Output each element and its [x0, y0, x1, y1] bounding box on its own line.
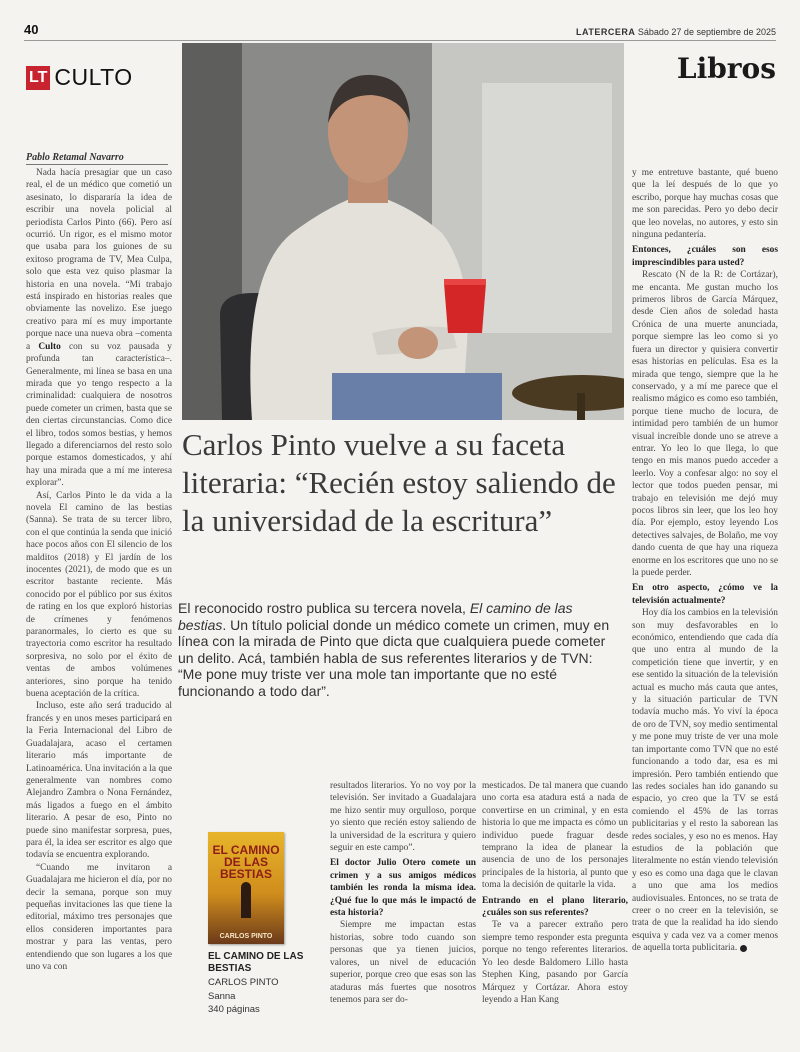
book-cover	[208, 832, 284, 944]
body-paragraph: “Cuando me invitaron a Guadalajara me hicieron el día, por no decir la semana, porque son muy pequeñas invitaciones las que tiene la editorial, máximo tres personajes que ellos consideren importantes para mostrar y para las ventas, pero entendiendo que son lugares a los que uno va con	[26, 862, 172, 972]
body-paragraph: Así, Carlos Pinto le da vida a la novela El camino de las bestias (Sanna). Se trata de su tercer libro, con el que continúa la senda que inició hace pocos años con El silencio de los malditos (2018) y El jardín de los inocentes (2021), de modo que es un escritor bastante reciente. Más conocido por el público por sus éxitos de rating en los que exploró historias de crímenes y fenómenos paranormales, lo cierto es que su trayectoria como escritor ha resultado sorpresiva, no solo por el éxito de ventas de ambos volúmenes anteriores, sino porque ha tenido buena aceptación de la crítica.	[26, 490, 172, 700]
book-cover-author: CARLOS PINTO	[219, 933, 273, 940]
figure-silhouette-icon	[241, 882, 251, 918]
publication-name: LATERCERA	[576, 27, 636, 37]
book-info-pages: 340 páginas	[208, 1004, 260, 1015]
portrait-photo	[182, 43, 624, 420]
dek	[178, 600, 620, 699]
body-paragraph: y me entretuve bastante, qué bueno que la leí después de lo que yo escribo, porque hay muchas cosas que me son parecidas. Pero yo debo decir que leo novelas, no autores, y esto sin ninguna pedantería.	[632, 168, 778, 241]
end-mark-icon	[740, 945, 747, 952]
byline: Pablo Retamal Navarro	[26, 152, 124, 163]
dek-book-title: El camino de las bestias	[178, 600, 573, 633]
body-paragraph	[632, 607, 778, 954]
interview-question: Entrando en el plano literario, ¿cuáles son sus referentes?	[482, 895, 628, 919]
section-logo	[26, 64, 133, 91]
book-info-author: CARLOS PINTO	[208, 977, 279, 988]
book-cover-title: EL CAMINO DE LAS BESTIAS	[212, 843, 280, 881]
interview-question: Entonces, ¿cuáles son esos imprescindibles para usted?	[632, 245, 778, 268]
page-header-info	[576, 27, 776, 37]
section-name: CULTO	[54, 64, 133, 90]
body-paragraph: Rescato (N de la R: de Cortázar), me encanta. Me gustan mucho los primeros libros de García Márquez, desde Cien años de soledad hasta Crónica de una muerte anunciada, porque siempre las leo como si yo fuera un director y quisiera convertir esas historias en películas. Esa es la mirada que tengo, siempre que la he conservado, y a mí me parece que el realismo mágico es como eso también, porque tiene mucho de locura, de intimidad pero también de un humor visual increíble donde uno se atreve a entrar. Yo leo lo que llega, lo que tengo en mis manos puedo acceder a leerlo. Voy a confesar algo: no soy el lector que todos pueden pensar, mi trabajo en televisión me dejó muy pocos libros sin leer, que los leo hoy día. Por ejemplo, estoy leyendo Los detectives salvajes, de Bolaño, me voy dando cuenta de que hay una riqueza enorme en los escritores que uno no se la puede perder.	[632, 270, 778, 578]
dek-lead: El reconocido rostro publica su tercera novela,	[178, 600, 470, 616]
body-paragraph: mesticados. De tal manera que cuando uno corta esa atadura está a nada de convertirse en un criminal, y en esta historia lo que me impacta es cómo un individuo puede fraguar desde temprano la idea de planear la ausencia de uno de los personajes principales de la historia, al punto que toma la decisión de quitarle la vida.	[482, 781, 628, 891]
page-number: 40	[24, 22, 39, 37]
body-text: Culto	[38, 341, 61, 352]
body-column-3	[482, 780, 628, 1023]
headline: Carlos Pinto vuelve a su faceta literaria: “Recién estoy saliendo de la universidad de la escritura”	[182, 427, 616, 538]
book-info-publisher: Sanna	[208, 991, 236, 1002]
publication-date: Sábado 27 de septiembre de 2025	[637, 27, 776, 37]
portrait-illustration	[182, 43, 624, 420]
byline-rule	[26, 164, 168, 165]
body-paragraph: Te va a parecer extraño pero siempre temo responder esta pregunta porque no tengo referentes literarios. Yo leo desde Baldomero Lillo hasta Stephen King, pasando por García Márquez y Cortázar. Ahora estoy leyendo a Han Kang	[482, 920, 628, 1005]
body-text: Nada hacía presagiar que un caso real, el de un médico que cometió un asesinato, lo dispararía la idea de escribir una novela policial al periodista Carlos Pinto (66). Pero así ocurrió. Un rigor, es el mismo motor que usaba para los guiones de su exitoso programa de TV, Mea Culpa, solo que esta vez quiso plasmar la historia en una novela. “Mi trabajo está inspirado en historias reales que obviamente las novelizo. Ese juego creativo para mí es muy importante porque nace una nueva obra –comenta a	[26, 168, 172, 352]
interview-question: En otro aspecto, ¿cómo ve la televisión actualmente?	[632, 583, 778, 606]
interview-question: El doctor Julio Otero comete un crimen y a sus amigos médicos también les ronda la misma idea. ¿Qué fue lo que más le impactó de esta historia?	[330, 858, 476, 919]
body-paragraph: Siempre me impactan estas historias, sobre todo cuando son personas que ya tienen juicios, valores, un nivel de educación superior, porque creo que esas son las ataduras más fuertes que nosotros tenemos para ser do-	[330, 920, 476, 1005]
body-text: Hoy día los cambios en la televisión son muy desfavorables en lo económico, entendiendo que cada día que uno entra al mundo de la competición tiene que invertir, y en ese sentido la situación de la televisión actual es mucho más cauta que antes, y la situación particular de TVN todavía mucho más. Yo viví la época de oro de TVN, soy medio sentimental y me pone muy triste de ver una mole tan importante como TVN que no esté funcionando a todo dar, esa es mi impresión. Pero también entiendo que las redes sociales han ido ganando su espacio, yo creo que la TV se está comiendo el 45% de las torras publicitarias y el resto la saborean las redes sociales, y eso no es menos. Hay estudios de la población que literalmente no están viendo televisión y eso es como una daga que le clavan a uno que ama los medios audiovisuales. Entonces, no se trata de creer o no creer en la televisión, se trata de que la realidad ha ido siendo esquiva y cada vez va a comer menos de aquella torta publicitaria.	[632, 608, 778, 954]
body-text: con su voz pausada y profunda tan característica–. Generalmente, mi línea se basa en una mirada que yo tengo respecto a la criminalidad: cualquiera de nosotros puede cometer un crimen, basta que se den ciertas circunstancias. Como dice el libro, todos somos bestias, y hemos llegado a diferenciarnos del resto solo porque estamos domesticados, y ahí hay una mirada que a mí me interesa explorar”.	[26, 341, 172, 489]
body-paragraph: Incluso, este año será traducido al francés y en unos meses participará en la Feria Internacional del Libro de Guadalajara, acaso el certamen literario más importante de Latinoamérica. Una invitación a la que generalmente van nombres como Alejandro Zambra o Nona Fernández, más ligados a fuego en el ámbito literario. A pesar de eso, Pinto no puede sino manifestar sorpresa, pues, para él, la idea ser escritor es algo que todavía se encuentra explorando.	[26, 701, 172, 861]
lt-logo-icon: LT	[26, 66, 50, 90]
body-paragraph: resultados literarios. Yo no voy por la televisión. Ser invitado a Guadalajara me hizo sentir muy orgulloso, porque yo siento que recién estoy saliendo de la universidad de la escritura y quiero seguir en este campo”.	[330, 781, 476, 854]
dek-body: . Un título policial donde un médico comete un crimen, muy en línea con la mirada de Pinto que dicta que cualquiera puede cometer un delito. Acá, también habla de sus referentes literarios y de TVN: “Me pone muy triste ver una mole tan importante que no esté funcionando a todo dar”.	[178, 616, 610, 699]
body-paragraph	[26, 167, 172, 490]
header-rule	[24, 40, 776, 41]
body-column-1	[26, 167, 172, 1022]
body-column-4	[632, 167, 778, 1022]
book-info-title: EL CAMINO DE LAS BESTIAS	[208, 951, 304, 974]
body-column-2	[330, 780, 476, 1023]
section-tag: Libros	[676, 52, 776, 85]
